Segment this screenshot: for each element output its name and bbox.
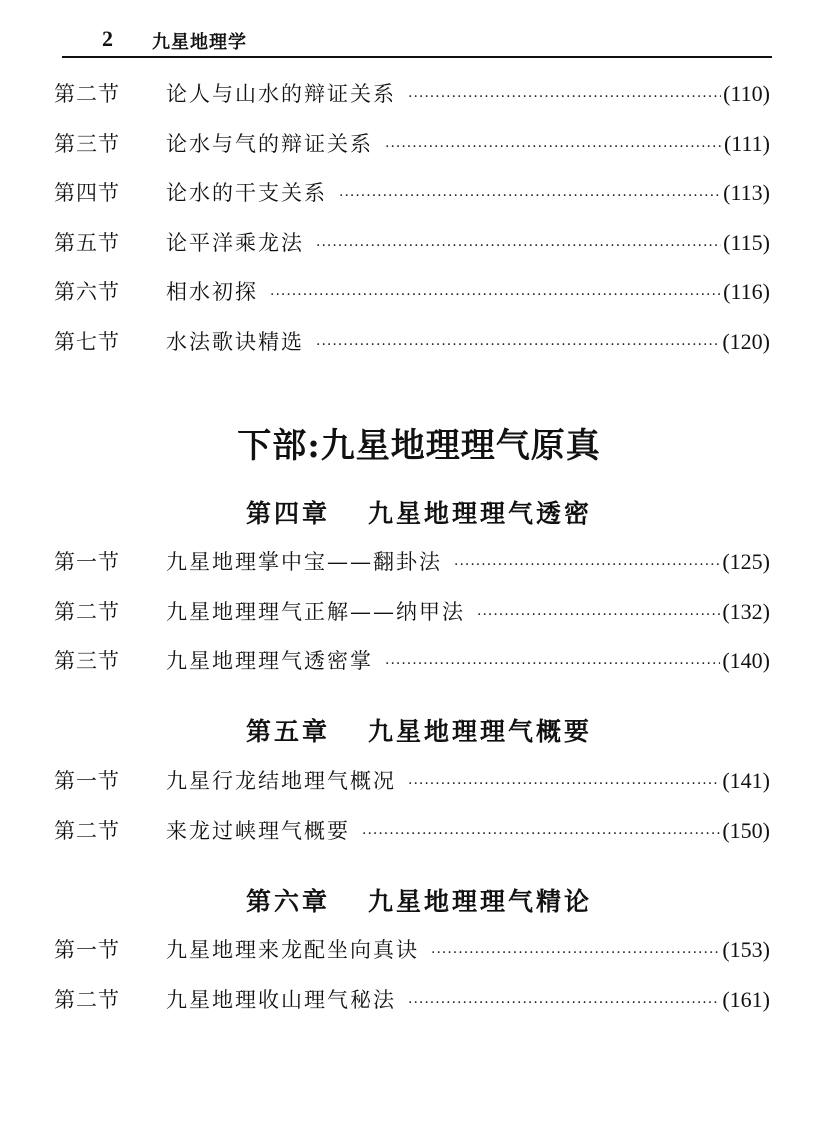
- section-number: 第二节: [54, 599, 120, 624]
- book-title: 九星地理学: [152, 32, 247, 53]
- toc-entry[interactable]: [54, 276, 770, 326]
- toc-entry[interactable]: [54, 934, 770, 984]
- section-title: 九星地理理气透密掌: [166, 649, 373, 674]
- section-number: 第三节: [54, 649, 120, 674]
- toc-top-block: [54, 78, 770, 376]
- leader-dots: [316, 238, 721, 254]
- page-ref: (140): [722, 648, 770, 674]
- leader-dots: [408, 89, 721, 105]
- toc-entry[interactable]: [54, 78, 770, 128]
- section-title: 九星地理收山理气秘法: [166, 987, 396, 1012]
- leader-dots: [408, 995, 720, 1011]
- chapter-heading[interactable]: [0, 712, 838, 748]
- chapter-title: 九星地理理气概要: [368, 717, 593, 746]
- leader-dots: [316, 337, 720, 353]
- leader-dots: [385, 139, 722, 155]
- chapter-heading[interactable]: [0, 494, 838, 530]
- toc-entry[interactable]: [54, 984, 770, 1034]
- page-ref: (111): [723, 130, 770, 156]
- section-number: 第五节: [54, 230, 120, 255]
- section-title: 相水初探: [166, 280, 258, 305]
- section-number: 第一节: [54, 769, 120, 793]
- leader-dots: [270, 287, 721, 303]
- section-title: 九星地理来龙配坐向真诀: [166, 938, 419, 962]
- section-number: 第四节: [54, 181, 120, 206]
- toc-entry[interactable]: [54, 128, 770, 178]
- page-number: 2: [102, 26, 113, 51]
- chapter-heading[interactable]: [0, 882, 838, 918]
- section-title: 九星地理理气正解——纳甲法: [166, 599, 465, 624]
- leader-dots: [408, 776, 720, 792]
- leader-dots: [385, 656, 720, 672]
- leader-dots: [454, 557, 720, 573]
- page-ref: (150): [722, 817, 770, 843]
- section-title: 论水的干支关系: [166, 181, 327, 206]
- page-ref: (116): [723, 279, 770, 305]
- leader-dots: [362, 826, 720, 842]
- section-title: 九星地理掌中宝——翻卦法: [166, 550, 442, 574]
- section-title: 论人与山水的辩证关系: [166, 82, 396, 106]
- page-ref: (141): [722, 768, 770, 793]
- running-header: [62, 22, 772, 58]
- page-ref: (153): [722, 937, 770, 962]
- section-number: 第二节: [54, 818, 120, 843]
- page-ref: (132): [722, 598, 770, 624]
- toc-entry[interactable]: [54, 326, 770, 376]
- toc-entry[interactable]: [54, 815, 770, 865]
- section-title: 论平洋乘龙法: [166, 230, 304, 255]
- section-number: 第六节: [54, 280, 120, 305]
- toc-entry[interactable]: [54, 546, 770, 596]
- page-ref: (120): [722, 328, 770, 354]
- section-title: 水法歌诀精选: [166, 329, 304, 354]
- section-number: 第一节: [54, 550, 120, 574]
- section-title: 九星行龙结地理气概况: [166, 769, 396, 793]
- section-number: 第七节: [54, 329, 120, 354]
- toc-entry[interactable]: [54, 596, 770, 646]
- chapter-title: 九星地理理气精论: [368, 887, 593, 916]
- page-ref: (125): [722, 549, 770, 574]
- chapter-number: 第五章: [245, 717, 330, 746]
- page-ref: (110): [723, 81, 770, 106]
- toc-entry[interactable]: [54, 765, 770, 815]
- section-title: 论水与气的辩证关系: [166, 131, 373, 156]
- section-number: 第二节: [54, 987, 120, 1012]
- leader-dots: [477, 607, 720, 623]
- chapter-title: 九星地理理气透密: [368, 499, 593, 528]
- page-ref: (161): [722, 986, 770, 1012]
- page-ref: (115): [723, 229, 770, 255]
- toc-entry[interactable]: [54, 177, 770, 227]
- page-ref: (113): [723, 180, 770, 206]
- section-number: 第三节: [54, 131, 120, 156]
- chapter-number: 第四章: [245, 499, 330, 528]
- chapter-entries: [54, 934, 770, 1033]
- section-number: 第一节: [54, 938, 120, 962]
- toc-entry[interactable]: [54, 227, 770, 277]
- chapter-entries: [54, 765, 770, 864]
- toc-entry[interactable]: [54, 645, 770, 695]
- chapter-number: 第六章: [245, 887, 330, 916]
- part-title: 下部:九星地理理气原真: [237, 426, 601, 466]
- section-number: 第二节: [54, 82, 120, 106]
- leader-dots: [431, 945, 720, 961]
- leader-dots: [339, 188, 721, 204]
- chapter-entries: [54, 546, 770, 695]
- section-title: 来龙过峡理气概要: [166, 818, 350, 843]
